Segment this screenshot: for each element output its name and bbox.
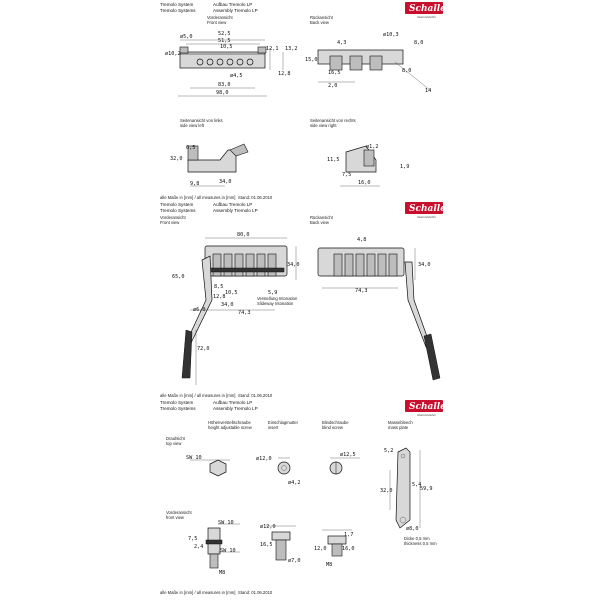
logo-tagline-2: Gitarrenzubehör <box>417 216 436 219</box>
dim-r19: 1,9 <box>400 164 410 170</box>
logo-text: Schaller <box>409 4 451 14</box>
col-mass-plate-en: mass plate <box>388 425 409 430</box>
col-height-screw-de: Höhenverstellschraube <box>208 420 251 425</box>
sheet-1-sub-en: Assembly Tremolo LP <box>213 8 258 13</box>
col-mass-plate-de: Massebleech <box>388 420 413 425</box>
dim-w980: 98,0 <box>216 90 229 96</box>
col-height-screw-en: height adjustable screw <box>208 425 252 430</box>
dim-a650: 65,0 <box>172 274 185 280</box>
dim-d10: ø10,2 <box>165 51 181 57</box>
left-view-label-en: side view left <box>180 123 204 128</box>
brand-logo-3 <box>405 400 452 417</box>
right-view-label-en: side view right <box>310 123 337 128</box>
dim-r320: 32,0 <box>170 156 183 162</box>
sheet-3-footer-left: alle Maße in [mm] / all measures in [mm] <box>160 590 236 595</box>
sheet-3-sub-en: Assembly Tremolo LP <box>213 406 258 411</box>
col-blind-screw-de: Blindschraube <box>322 420 349 425</box>
dim-w800: 80,0 <box>237 232 250 238</box>
sheet-1-title-en: Tremolo Systems <box>160 8 196 13</box>
dim-s105: 10,5 <box>225 290 238 296</box>
dim-d80: ø8,0 <box>406 526 419 532</box>
plate-note-de: Dicke 0,5 mm <box>404 536 430 541</box>
sheet-2-title-de: Tremolo System <box>160 202 194 207</box>
sheet-2-footer-left: alle Maße in [mm] / all measures in [mm] <box>160 393 236 398</box>
sheet-3-sub-de: Aufbau Tremolo LP <box>213 400 253 405</box>
logo-tagline-3: Gitarrenzubehör <box>417 414 436 417</box>
back-view-label-en: Back view <box>310 20 329 25</box>
dim-d45: ø4,5 <box>230 73 243 79</box>
dim-b103: ø10,3 <box>383 32 399 38</box>
dim-m599: 59,9 <box>420 486 433 492</box>
dim-m54: 5,4 <box>412 482 422 488</box>
dim-h75: 7,5 <box>188 536 198 542</box>
plate-note-en: thickness 0,5 mm <box>404 541 437 546</box>
col-insert-de: Einschlagmutter <box>268 420 299 425</box>
dim-d42: ø4,2 <box>288 480 301 486</box>
sheet-3-title-en: Tremolo Systems <box>160 406 196 411</box>
dim-m8b: M8 <box>326 562 333 568</box>
dim-w830: 83,0 <box>218 82 231 88</box>
dim-d120b: ø12,0 <box>260 524 276 530</box>
callout-intonation-de: Verstellung Intonation <box>257 296 298 301</box>
dim-d125: ø12,5 <box>340 452 356 458</box>
dim-b8: 8,0 <box>402 68 412 74</box>
logo-text-3: Schaller <box>409 402 451 412</box>
sheet-1-sub-de: Aufbau Tremolo LP <box>213 2 253 7</box>
sheet-1-footer-left: alle Maße in [mm] / all measures in [mm] <box>160 195 236 200</box>
dim-m320: 32,0 <box>380 488 393 494</box>
sheet-2-sub-en: Assembly Tremolo LP <box>213 208 258 213</box>
dim-m8a: M8 <box>219 570 226 576</box>
dim-h121: 12,1 <box>266 46 279 52</box>
row-top-view-de: Draufsicht <box>166 436 185 441</box>
front-view-label-de: Vorderansicht <box>207 15 233 20</box>
sheet-1-title-de: Tremolo System <box>160 2 194 7</box>
dim-m52: 5,2 <box>384 448 394 454</box>
left-view-drawing <box>188 144 248 186</box>
sheet-1-footer-right: Stand: 01.06.2010 <box>238 195 273 200</box>
logo-text-2: Schaller <box>409 204 451 214</box>
dim-x17: 1,7 <box>344 532 354 538</box>
dim-b80: 8,0 <box>414 40 424 46</box>
front-view-2-label-en: Front view <box>160 220 180 225</box>
brand-logo <box>405 2 452 19</box>
sheet-2-title-en: Tremolo Systems <box>160 208 196 213</box>
dim-sw10c: SW 10 <box>220 548 236 554</box>
dim-bw743: 74,3 <box>355 288 368 294</box>
sheet-2-sub-de: Aufbau Tremolo LP <box>213 202 253 207</box>
dim-b20: 2,0 <box>328 83 338 89</box>
left-view-label-de: Seitenansicht von links <box>180 118 223 123</box>
back-view-2-label-en: Back view <box>310 220 329 225</box>
dim-s128: 12,8 <box>213 294 226 300</box>
row-front-view-de: Vorderansicht <box>166 510 192 515</box>
sheet-2-footer-right: Stand: 01.06.2010 <box>238 393 273 398</box>
sheet-3-footer-right: Stand: 01.06.2010 <box>238 590 273 595</box>
dim-w105: 10,5 <box>220 44 233 50</box>
dim-b48: 4,8 <box>357 237 367 243</box>
dim-r340: 34,0 <box>219 179 232 185</box>
right-view-label-de: Seitenansicht von rechts <box>310 118 356 123</box>
dim-sw10a: SW 10 <box>186 455 202 461</box>
dim-d60: ø6,0 <box>193 307 206 313</box>
dim-w525: 52,5 <box>218 31 231 37</box>
dim-h160: 16,0 <box>342 546 355 552</box>
dim-sw10b: SW 10 <box>218 520 234 526</box>
dim-bh340: 34,0 <box>418 262 431 268</box>
dim-b150: 15,0 <box>305 57 318 63</box>
dim-h120: 12,0 <box>314 546 327 552</box>
dim-r12: ø1,2 <box>366 144 379 150</box>
dim-h128: 12,8 <box>278 71 291 77</box>
dim-r160: 16,0 <box>358 180 371 186</box>
sheet-2 <box>160 202 452 398</box>
dim-r115: 11,5 <box>327 157 340 163</box>
row-front-view-en: front view <box>166 515 184 520</box>
col-insert-en: insert <box>268 425 279 430</box>
dim-b165: 16,5 <box>328 70 341 76</box>
dim-h165: 16,5 <box>260 542 273 548</box>
callout-intonation-en: Slideway Intonation <box>257 301 294 306</box>
dim-s59: 5,9 <box>268 290 278 296</box>
dim-r75: 7,5 <box>342 172 352 178</box>
dim-d5: ø5,0 <box>180 34 193 40</box>
dim-d120: ø12,0 <box>256 456 272 462</box>
dim-h24: 2,4 <box>194 544 204 550</box>
brand-logo-2 <box>405 202 452 219</box>
sheet-3 <box>160 400 452 595</box>
dim-h132: 13,2 <box>285 46 298 52</box>
front-view-label-en: Front view <box>207 20 227 25</box>
dim-h70: ø7,0 <box>288 558 301 564</box>
dim-s340: 34,0 <box>221 302 234 308</box>
dim-h340: 34,0 <box>287 262 300 268</box>
col-blind-screw-en: blind screw <box>322 425 343 430</box>
logo-tagline: Gitarrenzubehör <box>417 16 436 19</box>
dim-b14: 14 <box>425 88 432 94</box>
sheet-1 <box>160 2 452 200</box>
sheet-3-title-de: Tremolo System <box>160 400 194 405</box>
back-view-label-de: Rückansicht <box>310 15 333 20</box>
back-view-2-label-de: Rückansicht <box>310 215 333 220</box>
dim-w515: 51,5 <box>218 38 231 44</box>
dim-r98: 9,8 <box>190 181 200 187</box>
dim-h720: 72,0 <box>197 346 210 352</box>
dim-b43: 4,3 <box>337 40 347 46</box>
dim-w743: 74,3 <box>238 310 251 316</box>
front-view-2-label-de: Vorderansicht <box>160 215 186 220</box>
dim-r65: 6,5 <box>186 145 196 151</box>
dim-s85: 8,5 <box>214 284 224 290</box>
row-top-view-en: top view <box>166 441 182 446</box>
